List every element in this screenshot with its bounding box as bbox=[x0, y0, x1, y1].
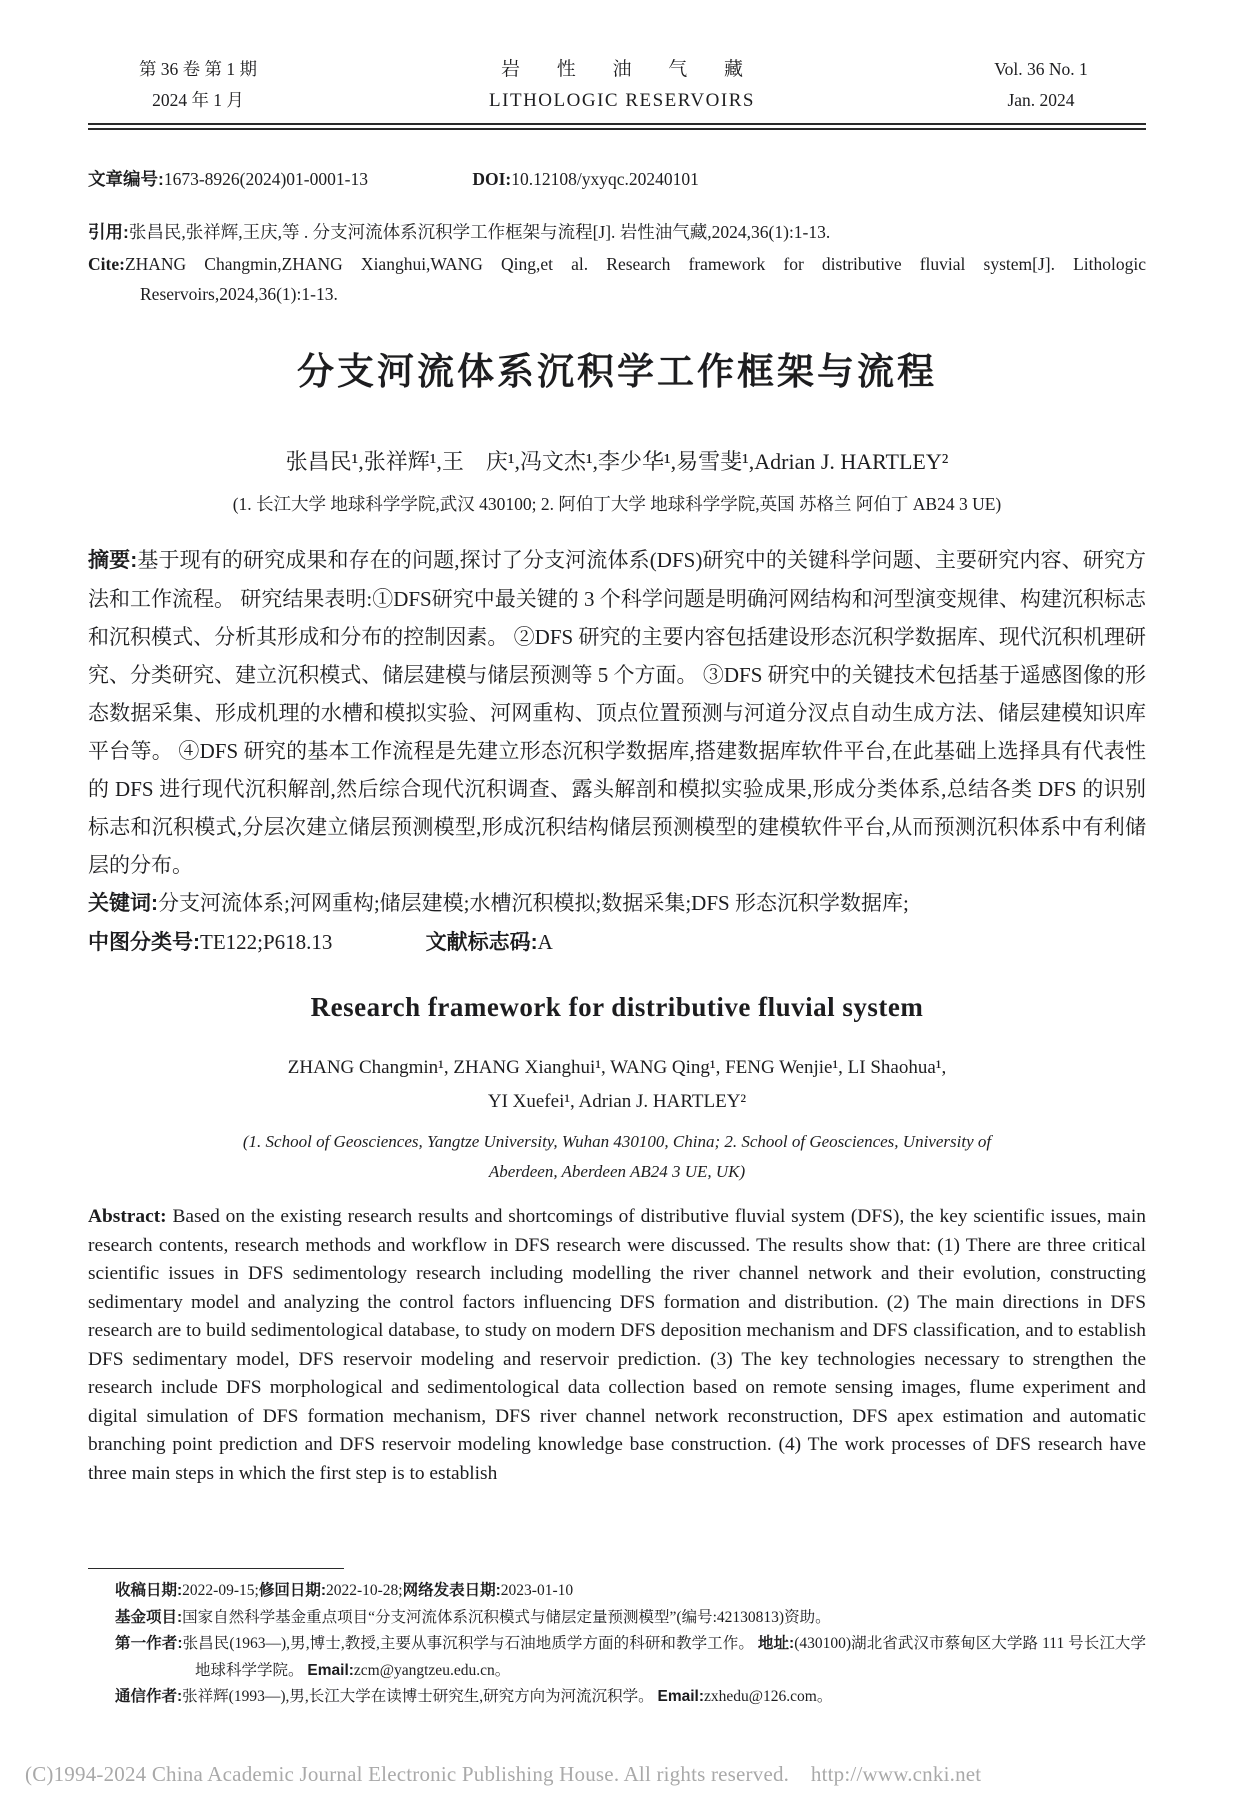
header-double-rule bbox=[88, 123, 1146, 130]
article-number-label: 文章编号: bbox=[88, 169, 164, 189]
journal-title-block bbox=[308, 54, 936, 116]
abstract-en-text: Based on the existing research results and shortcomings of distributive fluvial system (DFS), the key scientific issues, main research contents, research methods and workflow in DFS research were discussed. The results show that: (1) There are three critical scientific issues in DFS sedimentology research including modelling the river channel network and their evolution, constructing sedimentary model and analyzing the control factors influencing DFS formation and distribution. (2) The main directions in DFS research are to build sedimentological database, to study on modern DFS deposition mechanism and DFS classification, and to establish DFS sedimentary model, DFS reservoir modeling and reservoir prediction. (3) The key technologies necessary to strengthen the research include DFS morphological and sedimentological data collection based on remote sensing images, flume experiment and digital simulation of DFS formation mechanism, DFS river channel network reconstruction, DFS apex estimation and automatic branching point prediction and DFS reservoir modeling knowledge base construction. (4) The work processes of DFS research have three main steps in which the first step is to establish bbox=[88, 1206, 1146, 1484]
journal-header bbox=[88, 0, 1146, 116]
abstract-cn bbox=[88, 541, 1146, 884]
volume-issue-cn: 第 36 卷 第 1 期 bbox=[138, 59, 258, 79]
keywords-label: 关键词: bbox=[88, 892, 158, 915]
footnote-received-dates: 收稿日期:2022-09-15;修回日期:2022-10-28;网络发表日期:2023-01-10 bbox=[115, 1582, 574, 1599]
affiliation-en bbox=[88, 1127, 1146, 1187]
footnote-fund-project: 基金项目:国家自然科学基金重点项目“分支河流体系沉积模式与储层定量预测模型”(编号:42130813)资助。 bbox=[115, 1608, 831, 1626]
issue-date-cn: 2024 年 1 月 bbox=[152, 90, 244, 110]
abstract-en-label: Abstract: bbox=[88, 1206, 167, 1227]
keywords-row bbox=[88, 884, 1146, 923]
citation-cn bbox=[88, 217, 1146, 247]
authors-en bbox=[88, 1051, 1146, 1119]
doi-label: DOI: bbox=[472, 169, 512, 189]
citation-cn-text: 张昌民,张祥辉,王庆,等 . 分支河流体系沉积学工作框架与流程[J]. 岩性油气藏,2024,36(1):1-13. bbox=[128, 222, 831, 242]
article-meta-row bbox=[88, 166, 1146, 191]
keywords-text: 分支河流体系;河网重构;储层建模;水槽沉积模拟;数据采集;DFS 形态沉积学数据库; bbox=[158, 891, 909, 915]
article-number-value: 1673-8926(2024)01-0001-13 bbox=[163, 169, 368, 189]
citation-en-label: Cite: bbox=[88, 254, 125, 274]
citation-en-text: ZHANG Changmin,ZHANG Xianghui,WANG Qing,et al. Research framework for distributive fluvial system[J]. Lithologic Reservoirs,2024,36(1):1-13. bbox=[124, 254, 1146, 304]
footnote-first-author: 第一作者:张昌民(1963—),男,博士,教授,主要从事沉积学与石油地质学方面的科研和教学工作。 地址:(430100)湖北省武汉市蔡甸区大学路 111 号长江大学地球科学学院。 Email:zcm@yangtzeu.edu.cn。 bbox=[115, 1635, 1146, 1679]
citation-cn-label: 引用: bbox=[88, 222, 129, 242]
doc-code-value: A bbox=[537, 930, 553, 954]
authors-cn: 张昌民¹,张祥辉¹,王 庆¹,冯文杰¹,李少华¹,易雪斐¹,Adrian J. HARTLEY² bbox=[285, 449, 949, 474]
article-title-en: Research framework for distributive fluvial system bbox=[310, 992, 924, 1022]
issue-date-en: Jan. 2024 bbox=[1007, 90, 1075, 110]
doc-code-label: 文献标志码: bbox=[425, 931, 538, 954]
footnote-rule bbox=[88, 1568, 344, 1569]
doi-value: 10.12108/yxyqc.20240101 bbox=[511, 169, 699, 189]
clc-row bbox=[88, 923, 1146, 962]
header-volume-issue-cn bbox=[88, 54, 308, 116]
authors-en-line2: YI Xuefei¹, Adrian J. HARTLEY² bbox=[487, 1091, 747, 1112]
footnote-corresponding-author: 通信作者:张祥辉(1993—),男,长江大学在读博士研究生,研究方向为河流沉积学。 Email:zxhedu@126.com。 bbox=[115, 1688, 833, 1705]
article-title-cn: 分支河流体系沉积学工作框架与流程 bbox=[297, 351, 937, 392]
journal-title-en: LITHOLOGIC RESERVOIRS bbox=[489, 90, 755, 111]
affiliation-en-line2: Aberdeen, Aberdeen AB24 3 UE, UK) bbox=[488, 1162, 746, 1181]
clc-label: 中图分类号: bbox=[88, 931, 200, 954]
affiliation-cn: (1. 长江大学 地球科学学院,武汉 430100; 2. 阿伯丁大学 地球科学学院,英国 苏格兰 阿伯丁 AB24 3 UE) bbox=[232, 494, 1002, 514]
affiliation-en-line1: (1. School of Geosciences, Yangtze University, Wuhan 430100, China; 2. School of Geosciences, University of bbox=[242, 1132, 992, 1151]
footnote-block bbox=[88, 1568, 1146, 1711]
volume-issue-en: Vol. 36 No. 1 bbox=[994, 59, 1088, 79]
abstract-en bbox=[88, 1203, 1146, 1488]
journal-title-cn: 岩 性 油 气 藏 bbox=[500, 59, 759, 80]
abstract-cn-text: 基于现有的研究成果和存在的问题,探讨了分支河流体系(DFS)研究中的关键科学问题、主要研究内容、研究方法和工作流程。 研究结果表明:①DFS研究中最关键的 3 个科学问题是明确河网结构和河型演变规律、构建沉积标志和沉积模式、分析其形成和分布的控制因素。 ②DFS 研究的主要内容包括建设形态沉积学数据库、现代沉积机理研究、分类研究、建立沉积模式、储层建模与储层预测等 5 个方面。 ③DFS 研究中的关键技术包括基于遥感图像的形态数据采集、形成机理的水槽和模拟实验、河网重构、顶点位置预测与河道分汊点自动生成方法、储层建模知识库平台等。 ④DFS 研究的基本工作流程是先建立形态沉积学数据库,搭建数据库软件平台,在此基础上选择具有代表性的 DFS 进行现代沉积解剖,然后综合现代沉积调查、露头解剖和模拟实验成果,形成分类体系,总结各类 DFS 的识别标志和沉积模式,分层次建立储层预测模型,形成沉积结构储层预测模型的建模软件平台,从而预测沉积体系中有利储层的分布。 bbox=[88, 548, 1146, 877]
clc-value: TE122;P618.13 bbox=[200, 930, 333, 954]
abstract-cn-label: 摘要: bbox=[88, 549, 138, 572]
copyright-footer: (C)1994-2024 China Academic Journal Electronic Publishing House. All rights reserved. http://www.cnki.net bbox=[25, 1762, 982, 1786]
citation-block bbox=[88, 217, 1146, 309]
citation-en bbox=[88, 249, 1146, 309]
authors-en-line1: ZHANG Changmin¹, ZHANG Xianghui¹, WANG Qing¹, FENG Wenjie¹, LI Shaohua¹, bbox=[287, 1057, 947, 1078]
header-volume-issue-en bbox=[936, 54, 1146, 116]
